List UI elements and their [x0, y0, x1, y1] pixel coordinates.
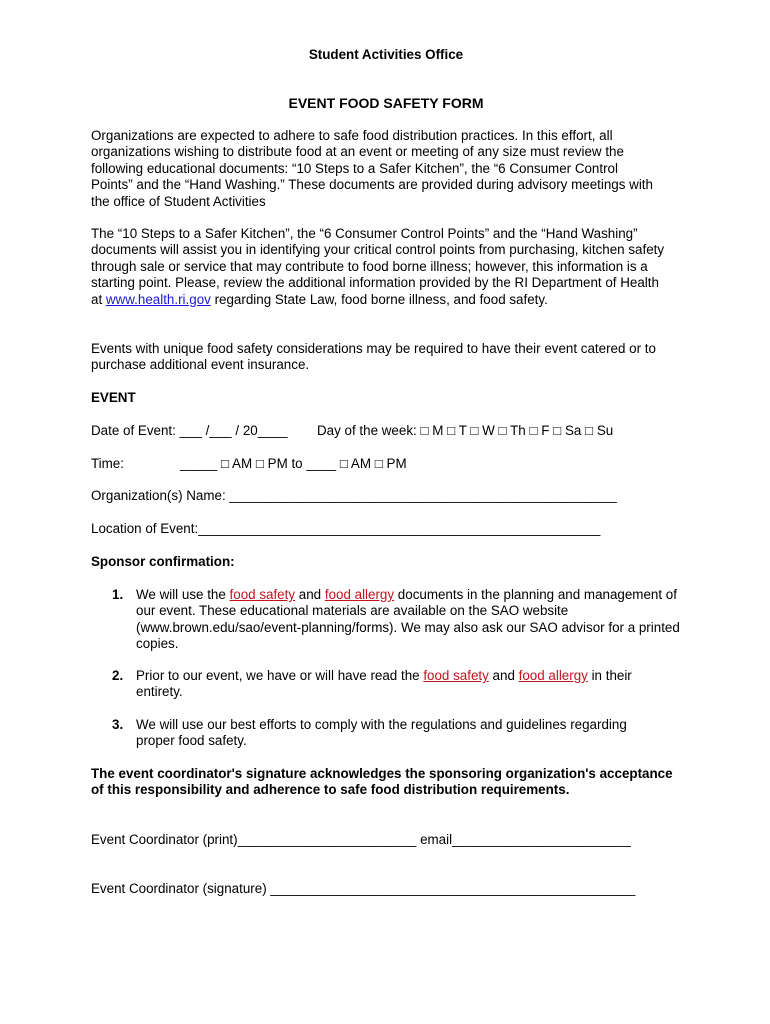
food-safety-link[interactable]: food safety [229, 587, 296, 602]
intro-paragraph-3: Events with unique food safety considerations may be required to have their event catered or to purchase additional event insurance. [91, 341, 656, 373]
list-item [136, 587, 681, 653]
location-of-event-field[interactable]: Location of Event:______________________________________________________ [91, 521, 601, 536]
food-allergy-link[interactable]: food allergy [324, 587, 395, 602]
list-item-number: 2. [112, 668, 124, 683]
intro-paragraph-1: Organizations are expected to adhere to safe food distribution practices. In this effort, all organizations wishing to distribute food at an event or meeting of any size must review the following educational documents: “10 Steps to a Safer Kitchen”, the “6 Consumer Control Points” and the “Hand Washing.” These documents are provided during advisory meetings with the office of Student Activities [91, 128, 653, 209]
food-safety-link[interactable]: food safety [423, 668, 489, 683]
organization-name-field[interactable]: Organization(s) Name: ____________________________________________________ [91, 488, 617, 503]
form-title: EVENT FOOD SAFETY FORM [288, 95, 484, 111]
event-heading: EVENT [91, 390, 136, 405]
date-of-event-field[interactable]: Date of Event: ___ /___ / 20____ [91, 423, 288, 438]
list-item-text: and [488, 668, 519, 683]
list-item-number: 1. [112, 587, 124, 602]
coordinator-print-email-field[interactable]: Event Coordinator (print)________________________ email________________________ [91, 832, 631, 847]
acknowledgement-statement: The event coordinator's signature acknowledges the sponsoring organization's acceptance of this responsibility and adherence to safe food distribution requirements. [91, 766, 673, 798]
time-label: Time: [91, 456, 124, 471]
intro-p2-text-end: regarding State Law, food borne illness, and food safety. [210, 291, 548, 307]
list-item-text: and [295, 587, 325, 602]
intro-paragraph-2 [91, 226, 666, 308]
list-item-text: Prior to our event, we have or will have read the [136, 668, 424, 683]
office-heading: Student Activities Office [308, 47, 464, 62]
list-item-text: documents in the planning and management of our event. These educational materials are available on the SAO website (www.brown.edu/sao/event-planning/forms). We may also ask our SAO advisor for a printed copies. [136, 587, 680, 652]
list-item: We will use our best efforts to comply with the regulations and guidelines regarding proper food safety. [136, 717, 627, 749]
food-allergy-link[interactable]: food allergy [518, 668, 588, 683]
sponsor-heading: Sponsor confirmation: [91, 554, 235, 569]
list-item-text: in their entirety. [136, 668, 632, 700]
health-ri-link[interactable]: www.health.ri.gov [105, 291, 211, 307]
time-field[interactable]: _____ □ AM □ PM to ____ □ AM □ PM [180, 456, 407, 471]
coordinator-signature-field[interactable]: Event Coordinator (signature) _________________________________________________ [91, 881, 636, 896]
list-item-text: We will use the [136, 587, 230, 602]
list-item-number: 3. [112, 717, 124, 732]
day-of-week-checkboxes[interactable]: Day of the week: □ M □ T □ W □ Th □ F □ Sa □ Su [317, 423, 614, 438]
intro-p2-text: The “10 Steps to a Safer Kitchen”, the “6 Consumer Control Points” and the “Hand Washing” documents will assist you in identifying your critical control points from purchasing, kitchen safety through sale or service that may contribute to food borne illness; however, this information is a starting point. Please, review the additional information provided by the RI Department of Health at [91, 226, 665, 307]
list-item [136, 668, 681, 701]
